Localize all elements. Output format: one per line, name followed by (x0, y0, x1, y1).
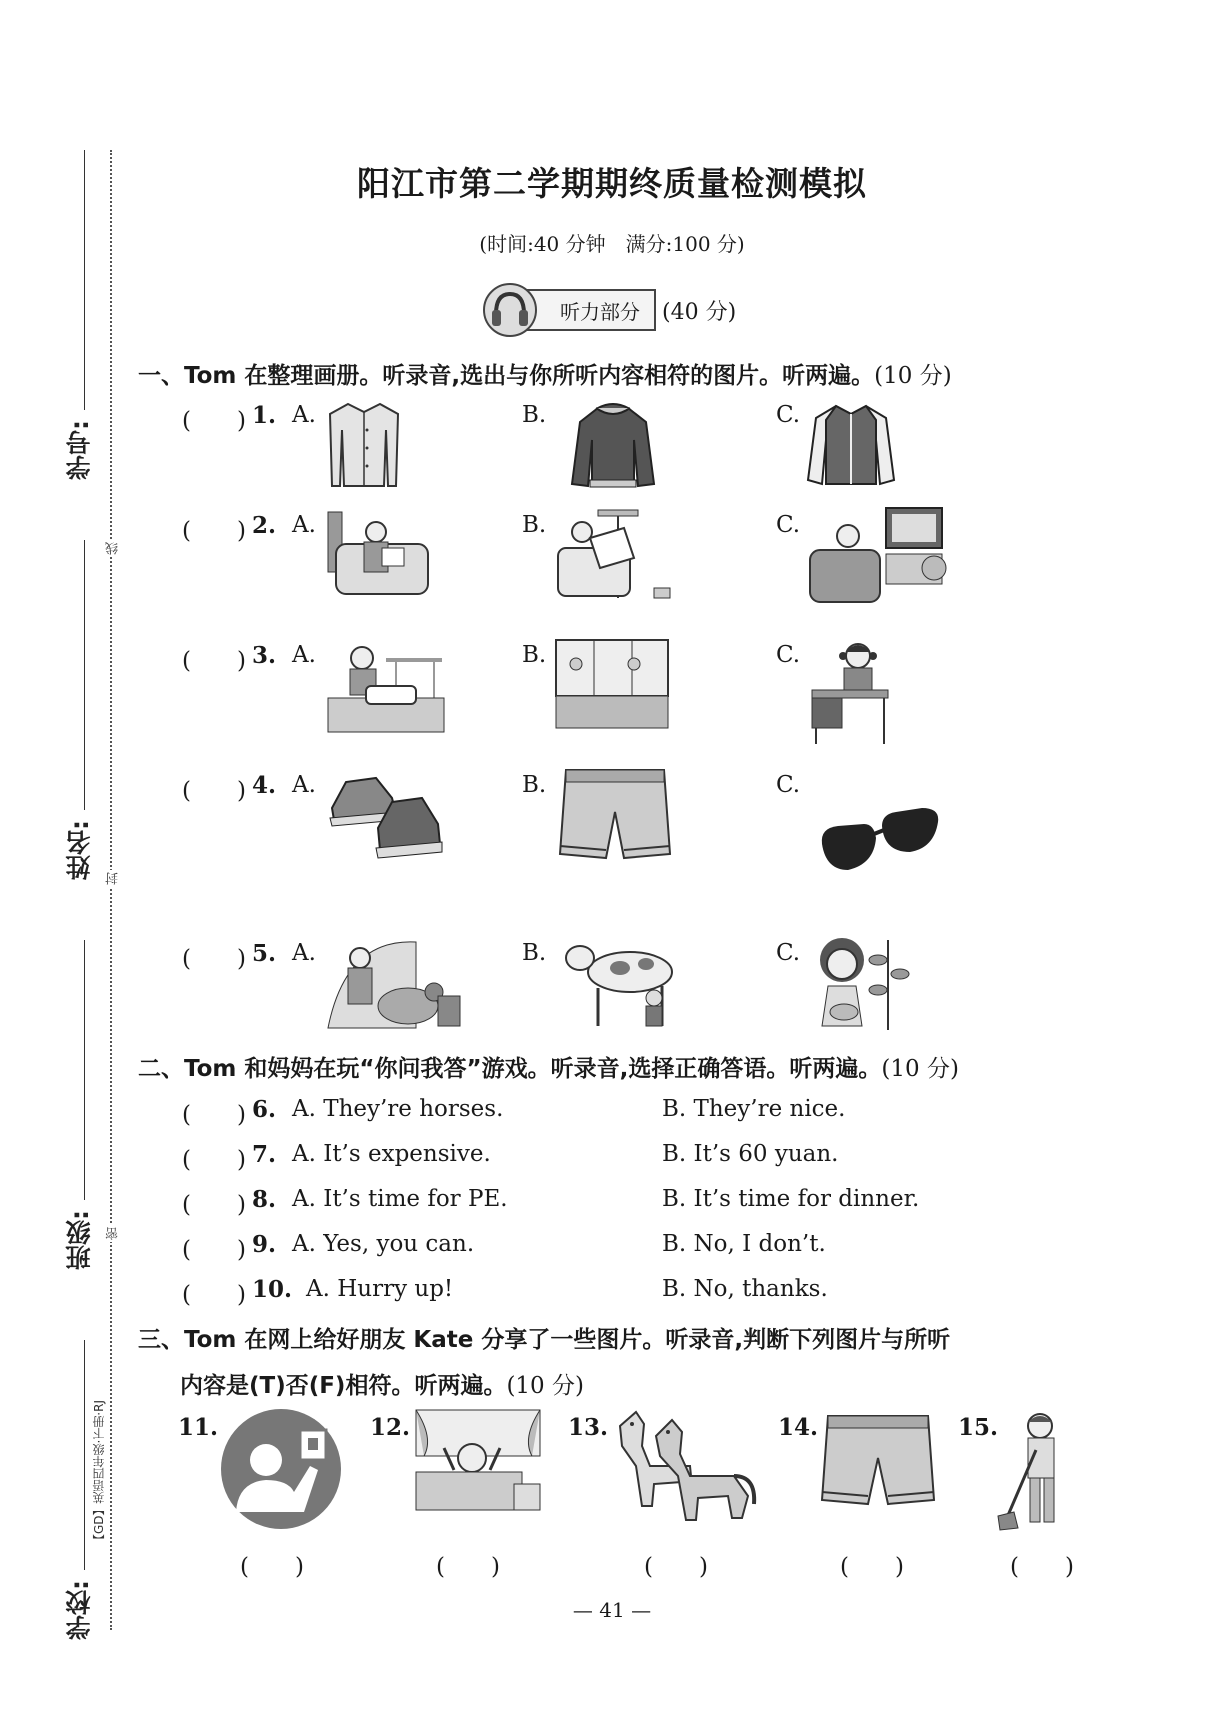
item-number: 13. (568, 1414, 609, 1441)
option-letter: A. (292, 772, 316, 798)
horses-icon (610, 1406, 760, 1526)
question-number: 8. (252, 1186, 277, 1213)
answer-paren[interactable]: ( ) (182, 946, 246, 972)
option-letter: B. (522, 772, 547, 798)
exam-info: (时间:40 分钟 满分:100 分) (479, 232, 745, 256)
part2-heading-text: 二、Tom 和妈妈在玩“你问我答”游戏。听录音,选择正确答语。听两遍。 (138, 1056, 882, 1082)
boy-waking-up-icon (414, 1408, 542, 1514)
option-b: B. It’s 60 yuan. (662, 1141, 839, 1167)
question-number: 4. (252, 772, 277, 799)
answer-paren[interactable]: ( ) (182, 1192, 246, 1218)
girl-making-bed-icon (326, 638, 446, 734)
part3-heading-text: 内容是(T)否(F)相符。听两遍。 (180, 1373, 507, 1399)
part3-heading: 三、Tom 在网上给好朋友 Kate 分享了一些图片。听录音,判断下列图片与所听 (138, 1327, 951, 1353)
item-number: 14. (778, 1414, 819, 1441)
part1-heading-text: 一、Tom 在整理画册。听录音,选出与你所听内容相符的图片。听两遍。 (138, 363, 875, 389)
option-letter: A. (292, 940, 316, 966)
question-number: 5. (252, 940, 277, 967)
part3-heading-line2 (180, 1367, 584, 1400)
question-number: 6. (252, 1096, 277, 1123)
tf-answer-paren[interactable]: ( ) (240, 1554, 304, 1580)
option-a: A. It’s time for PE. (292, 1186, 508, 1212)
cut-mark-line: 线 (106, 542, 121, 555)
option-letter: B. (522, 512, 547, 538)
girl-at-desk-icon (808, 638, 904, 748)
option-letter: C. (776, 940, 801, 966)
option-letter: B. (522, 940, 547, 966)
option-a: A. Yes, you can. (292, 1231, 475, 1257)
student-id-label: 学号: (65, 420, 94, 480)
tf-answer-paren[interactable]: ( ) (840, 1554, 904, 1580)
answer-paren[interactable]: ( ) (182, 518, 246, 544)
answer-paren[interactable]: ( ) (182, 1237, 246, 1263)
option-letter: C. (776, 642, 801, 668)
item-number: 11. (178, 1414, 219, 1441)
answer-paren[interactable]: ( ) (182, 1102, 246, 1128)
listening-section-tag (482, 288, 736, 332)
option-a: A. Hurry up! (306, 1276, 454, 1302)
school-label: 学校: (65, 1580, 94, 1640)
option-letter: B. (522, 402, 547, 428)
question-number: 10. (252, 1276, 293, 1303)
cut-line (110, 150, 112, 1630)
boy-watching-tv-icon (806, 506, 956, 606)
coat-icon (568, 400, 658, 490)
school-line (84, 1340, 85, 1570)
class-line (84, 940, 85, 1200)
boy-sweeping-icon (996, 1410, 1068, 1534)
option-b: B. No, thanks. (662, 1276, 828, 1302)
question-number: 1. (252, 402, 277, 429)
question-number: 2. (252, 512, 277, 539)
option-b: B. They’re nice. (662, 1096, 846, 1122)
question-number: 3. (252, 642, 277, 669)
option-a: A. They’re horses. (292, 1096, 504, 1122)
item-number: 15. (958, 1414, 999, 1441)
option-letter: A. (292, 642, 316, 668)
option-letter: C. (776, 512, 801, 538)
name-label: 姓名: (65, 820, 94, 880)
part2-heading (138, 1050, 959, 1083)
shorts-icon (558, 766, 672, 864)
jacket-icon (806, 400, 896, 490)
option-letter: C. (776, 402, 801, 428)
part2-points: (10 分) (881, 1056, 959, 1082)
answer-paren[interactable]: ( ) (182, 1147, 246, 1173)
section-points: (40 分) (662, 299, 737, 325)
section-tag-label: 听力部分 (560, 299, 640, 324)
option-b: B. No, I don’t. (662, 1231, 826, 1257)
sneakers-icon (326, 768, 444, 862)
answer-paren[interactable]: ( ) (182, 408, 246, 434)
binding-strip (0, 0, 120, 1718)
tf-answer-paren[interactable]: ( ) (644, 1554, 708, 1580)
shirt-icon (326, 400, 402, 490)
option-letter: A. (292, 512, 316, 538)
headphones-icon (482, 282, 538, 338)
part1-points: (10 分) (874, 363, 952, 389)
tf-answer-paren[interactable]: ( ) (436, 1554, 500, 1580)
kids-at-window-icon (554, 638, 670, 730)
sunglasses-icon (818, 800, 942, 874)
tf-answer-paren[interactable]: ( ) (1010, 1554, 1074, 1580)
option-b: B. It’s time for dinner. (662, 1186, 920, 1212)
page-number: — 41 — (572, 1598, 652, 1622)
part3-points: (10 分) (506, 1373, 584, 1399)
book-info: 【GD】英语四年级·下册·RJ (92, 1400, 106, 1547)
page-title: 阳江市第二学期期终质量检测模拟 (357, 164, 867, 203)
shorts-icon (820, 1412, 936, 1510)
man-reading-book-icon (326, 510, 430, 604)
option-letter: A. (292, 402, 316, 428)
farmer-with-sheep-icon (326, 936, 462, 1030)
class-label: 班级: (65, 1210, 94, 1270)
cut-mark-seal: 封 (106, 872, 121, 885)
cow-and-boy-icon (558, 934, 676, 1034)
boy-reading-newspaper-icon (554, 508, 674, 604)
option-letter: B. (522, 642, 547, 668)
girl-with-plant-icon (808, 930, 918, 1034)
part1-heading (138, 357, 952, 390)
cut-mark-secret: 密 (106, 1227, 121, 1240)
option-letter: C. (776, 772, 801, 798)
person-switch-light-icon (218, 1406, 344, 1532)
name-line (84, 540, 85, 810)
answer-paren[interactable]: ( ) (182, 1282, 246, 1308)
answer-paren[interactable]: ( ) (182, 778, 246, 804)
item-number: 12. (370, 1414, 411, 1441)
answer-paren[interactable]: ( ) (182, 648, 246, 674)
question-number: 9. (252, 1231, 277, 1258)
question-number: 7. (252, 1141, 277, 1168)
option-a: A. It’s expensive. (292, 1141, 491, 1167)
